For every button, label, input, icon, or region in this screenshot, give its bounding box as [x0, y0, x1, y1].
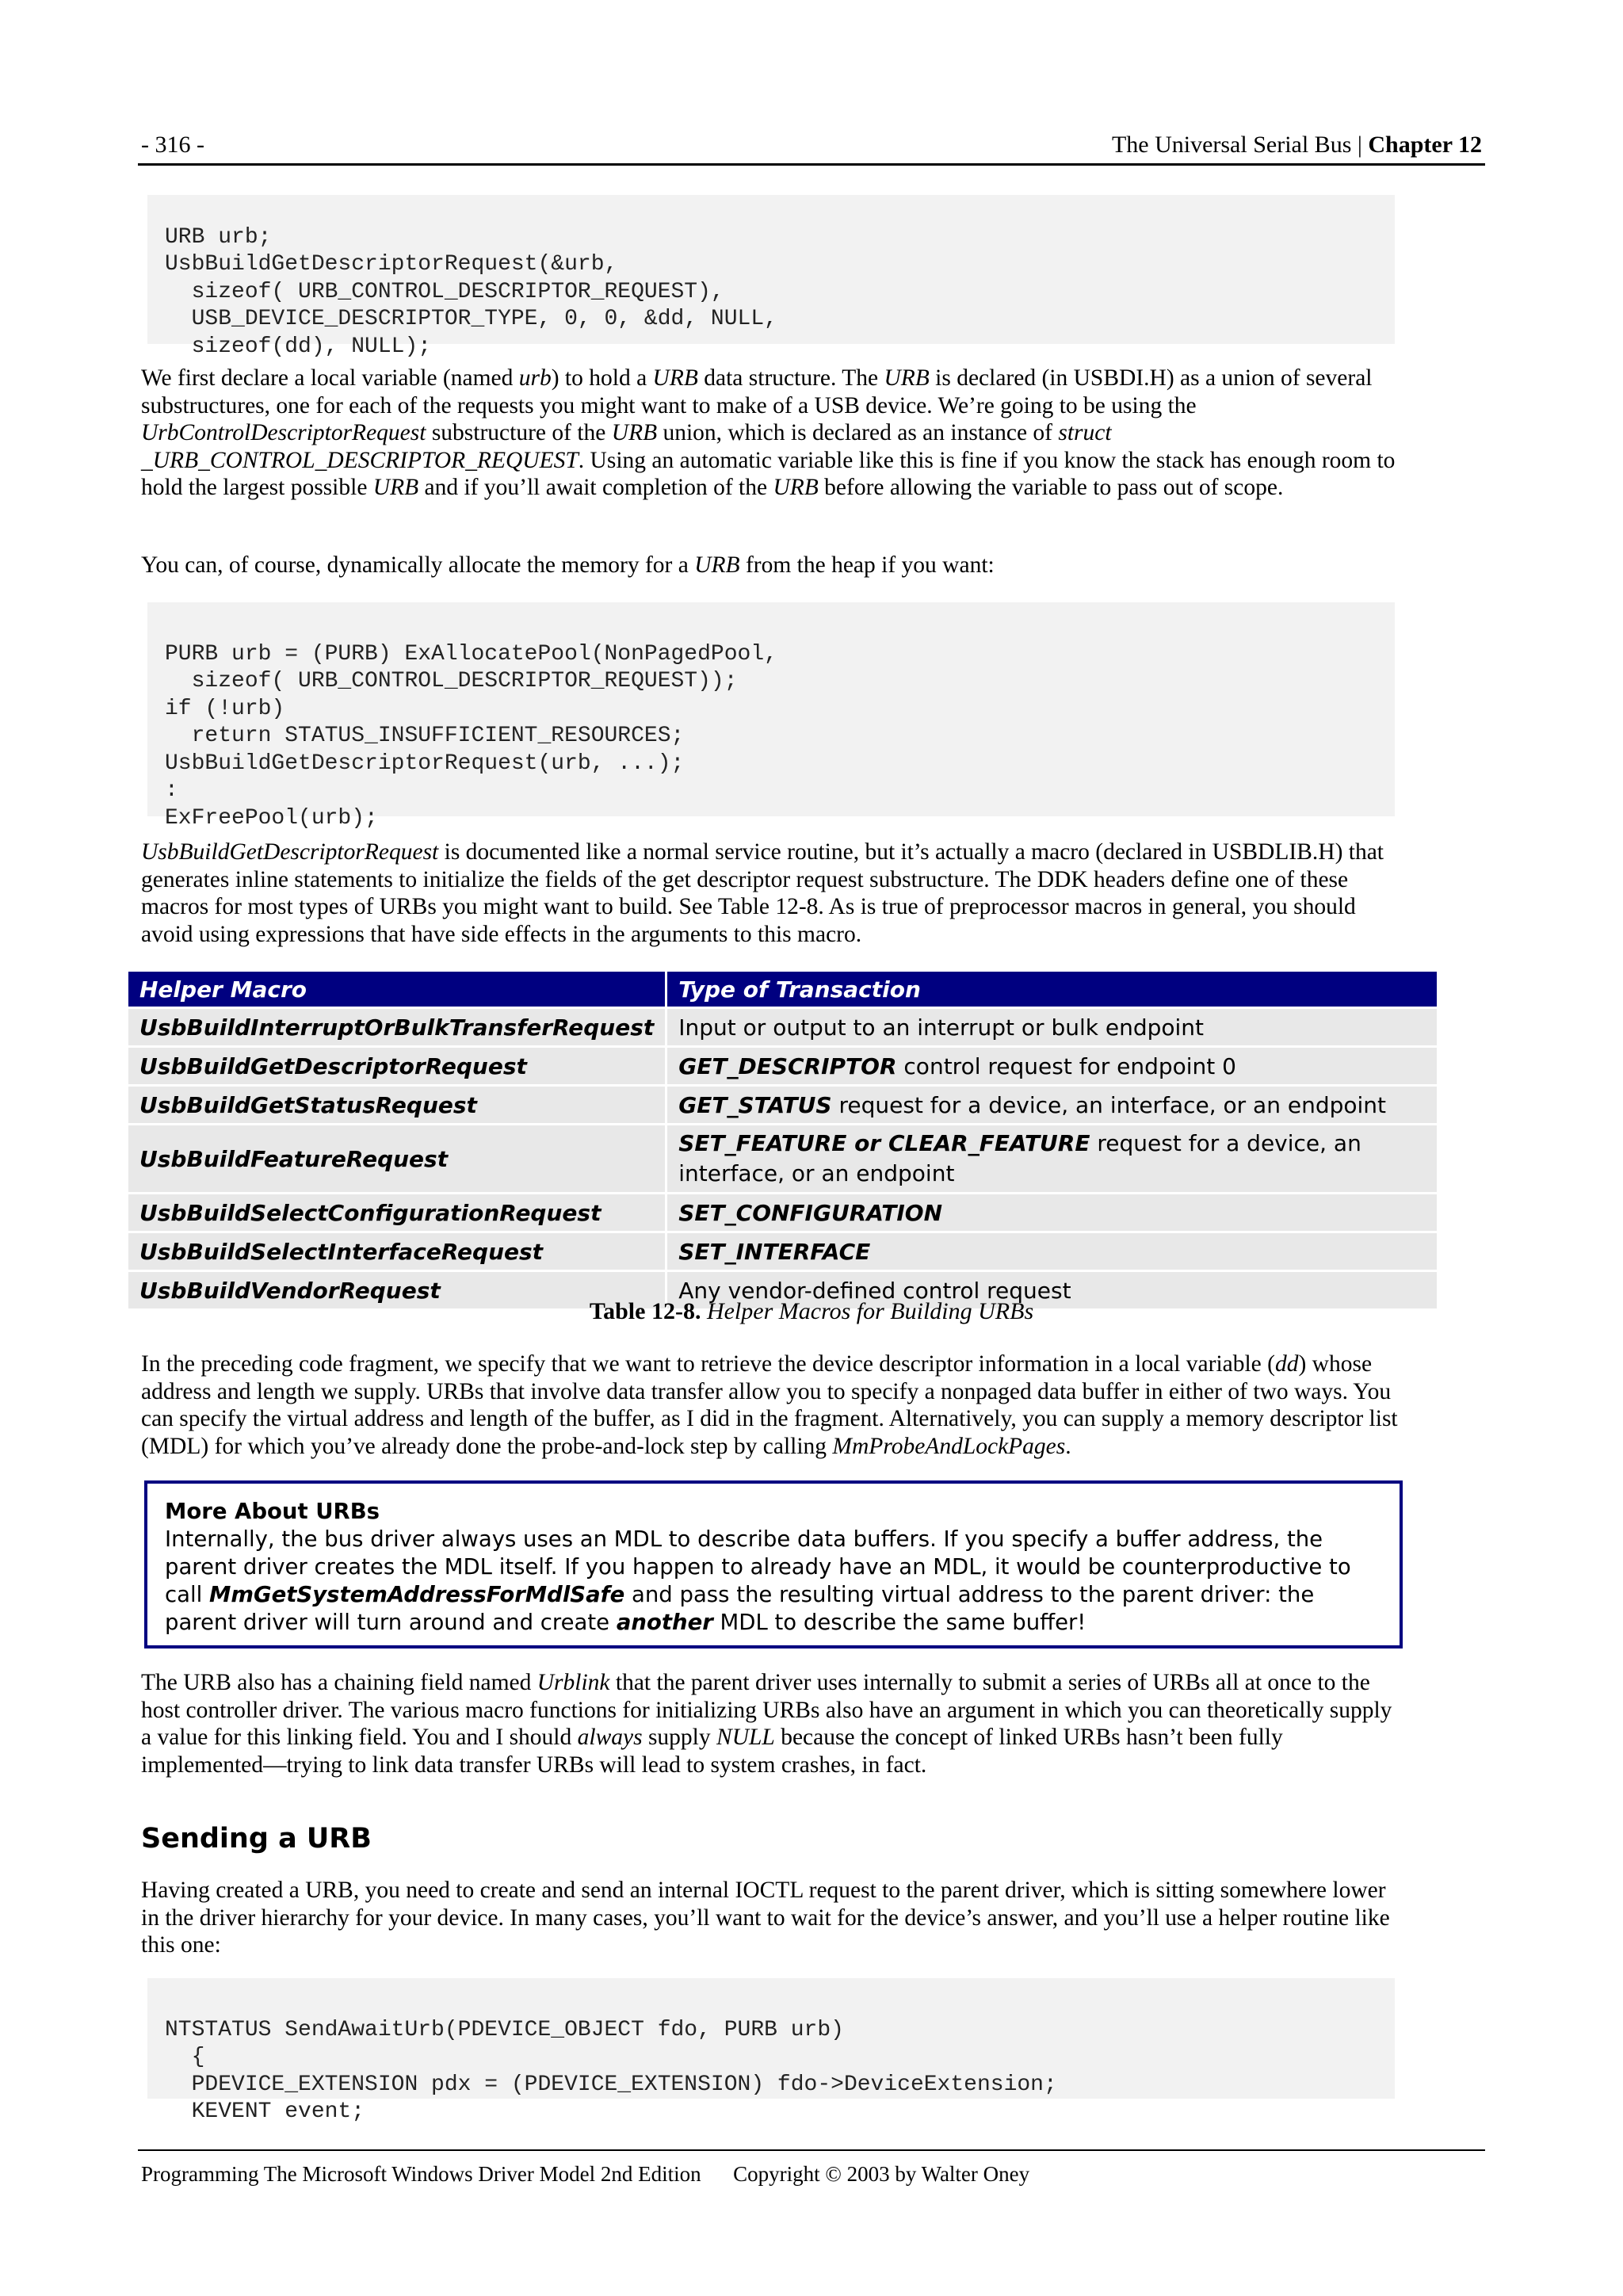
macro-name-cell: UsbBuildSelectConfigurationRequest — [128, 1194, 666, 1232]
code-line: URB urb; — [165, 224, 272, 250]
page-number: - 316 - — [141, 132, 204, 158]
paragraph-usbbuild-macro: UsbBuildGetDescriptorRequest is documented like a normal service routine, but it’s actually a macro (declared in USBDLIB.H) that generates inline statements to initialize the fields of the get descriptor request substructure. The DDK headers define one of these macros for most types of URBs you might want to build. See Table 12-8. As is true of preprocessor macros in general, you should avoid using expressions that have side effects in the arguments to this macro. — [141, 839, 1384, 947]
sidebar-body: Internally, the bus driver always uses an MDL to describe data buffers. If you specify a buffer address, the parent driver creates the MDL itself. If you happen to already have an MDL, it would be counterproductive to call MmGetSystemAddressForMdlSafe and pass the resulting virtual address to the parent driver: the parent driver will turn around and create another MDL to describe the same buffer! — [165, 1526, 1351, 1635]
code-line: NTSTATUS SendAwaitUrb(PDEVICE_OBJECT fdo, PURB urb) — [165, 2017, 844, 2042]
macro-name-cell: UsbBuildGetDescriptorRequest — [128, 1047, 666, 1086]
code-line: PDEVICE_EXTENSION pdx = (PDEVICE_EXTENSION) fdo->DeviceExtension; — [165, 2072, 1057, 2097]
footer-book-title: Programming The Microsoft Windows Driver Model 2nd Edition — [141, 2162, 701, 2186]
code-line: sizeof( URB_CONTROL_DESCRIPTOR_REQUEST), — [165, 279, 724, 304]
table-caption: Table 12-8. Helper Macros for Building URBs — [589, 1298, 1034, 1324]
transaction-cell: SET_CONFIGURATION — [666, 1194, 1438, 1232]
code-line: : — [165, 778, 178, 803]
code-block-sendawaiturb — [147, 1978, 1395, 2124]
section-heading: Sending a URB — [141, 1823, 372, 1855]
macro-name-cell: UsbBuildGetStatusRequest — [128, 1086, 666, 1125]
paragraph-urb-declaration: We first declare a local variable (named urb) to hold a URB data structure. The URB is declared (in USBDI.H) as a union of several substructures, one for each of the requests you might want to make of a USB device. We’re going to be using the UrbControlDescriptorRequest substructure of the URB union, which is declared as an instance of struct _URB_CONTROL_DESCRIPTOR_REQUEST. Using an automatic variable like this is fine if you know the stack has enough room to hold the largest possible URB and if you’ll await completion of the URB before allowing the variable to pass out of scope. — [141, 365, 1396, 501]
code-line: return STATUS_INSUFFICIENT_RESOURCES; — [165, 724, 685, 748]
code-line: { — [165, 2045, 205, 2069]
transaction-cell: Any vendor-defined control request — [666, 1271, 1438, 1309]
footer-rule — [138, 2149, 1485, 2151]
sidebar-title: More About URBs — [165, 1499, 380, 1524]
running-title: The Universal Serial Bus | Chapter 12 — [1111, 132, 1482, 158]
table-row — [128, 1008, 1438, 1047]
table-row — [128, 1086, 1438, 1125]
footer-copyright: Copyright © 2003 by Walter Oney — [733, 2162, 1030, 2186]
paragraph-sending-urb: Having created a URB, you need to create and send an internal IOCTL request to the parent driver, which is sitting somewhere lower in the driver hierarchy for your device. In many cases, you’ll want to wait for the device’s answer, and you’ll use a helper routine like this one: — [141, 1878, 1390, 1958]
transaction-cell: GET_STATUS request for a device, an interface, or an endpoint — [666, 1086, 1438, 1125]
macro-name-cell: UsbBuildInterruptOrBulkTransferRequest — [128, 1008, 666, 1047]
code-line: UsbBuildGetDescriptorRequest(urb, ...); — [165, 751, 685, 776]
table-row — [128, 1125, 1438, 1194]
macro-name-cell: UsbBuildFeatureRequest — [128, 1125, 666, 1194]
paragraph-urblink: The URB also has a chaining field named Urblink that the parent driver uses internally to submit a series of URBs all at once to the host controller driver. The various macro functions for initializing URBs also have an argument in which you can theoretically supply a value for this linking field. You and I should always supply NULL because the concept of linked URBs hasn’t been fully implemented—trying to link data transfer URBs will lead to system crashes, in fact. — [141, 1670, 1392, 1778]
code-line: UsbBuildGetDescriptorRequest(&urb, — [165, 252, 618, 277]
table-header-row — [128, 972, 1438, 1008]
code-line: sizeof(dd), NULL); — [165, 334, 432, 359]
transaction-cell: SET_INTERFACE — [666, 1232, 1438, 1271]
table-row — [128, 1232, 1438, 1271]
macro-name-cell: UsbBuildVendorRequest — [128, 1271, 666, 1309]
macro-name-cell: UsbBuildSelectInterfaceRequest — [128, 1232, 666, 1271]
more-about-urbs-sidebar — [144, 1480, 1403, 1648]
table-row — [128, 1194, 1438, 1232]
column-header-transaction-type: Type of Transaction — [666, 972, 1438, 1008]
paragraph-data-buffer: In the preceding code fragment, we specify that we want to retrieve the device descriptor information in a local variable (dd) whose address and length we supply. URBs that involve data transfer allow you to specify a nonpaged data buffer in either of two ways. You can specify the virtual address and length of the buffer, as I did in the fragment. Alternatively, you can supply a memory descriptor list (MDL) for which you’ve already done the probe-and-lock step by calling MmProbeAndLockPages. — [141, 1351, 1398, 1459]
code-line: ExFreePool(urb); — [165, 805, 378, 831]
transaction-cell: GET_DESCRIPTOR control request for endpoint 0 — [666, 1047, 1438, 1086]
column-header-helper-macro: Helper Macro — [128, 972, 666, 1008]
transaction-cell: Input or output to an interrupt or bulk endpoint — [666, 1008, 1438, 1047]
code-line: PURB urb = (PURB) ExAllocatePool(NonPagedPool, — [165, 641, 777, 667]
paragraph-dynamic-alloc: You can, of course, dynamically allocate the memory for a URB from the heap if you want: — [141, 552, 995, 578]
code-block-exallocatepool — [147, 602, 1395, 831]
page-header — [138, 127, 1485, 166]
table-row — [128, 1047, 1438, 1086]
code-line: if (!urb) — [165, 696, 285, 721]
page-footer — [141, 2162, 1029, 2187]
code-block-urb-declare — [147, 195, 1395, 359]
code-line: sizeof( URB_CONTROL_DESCRIPTOR_REQUEST)); — [165, 669, 738, 693]
transaction-cell: SET_FEATURE or CLEAR_FEATURE request for a device, an interface, or an endpoint — [666, 1125, 1438, 1194]
chapter-label: Chapter 12 — [1368, 132, 1482, 158]
code-line: KEVENT event; — [165, 2099, 365, 2124]
helper-macros-table — [128, 972, 1439, 1308]
code-line: USB_DEVICE_DESCRIPTOR_TYPE, 0, 0, &dd, NULL, — [165, 307, 777, 331]
